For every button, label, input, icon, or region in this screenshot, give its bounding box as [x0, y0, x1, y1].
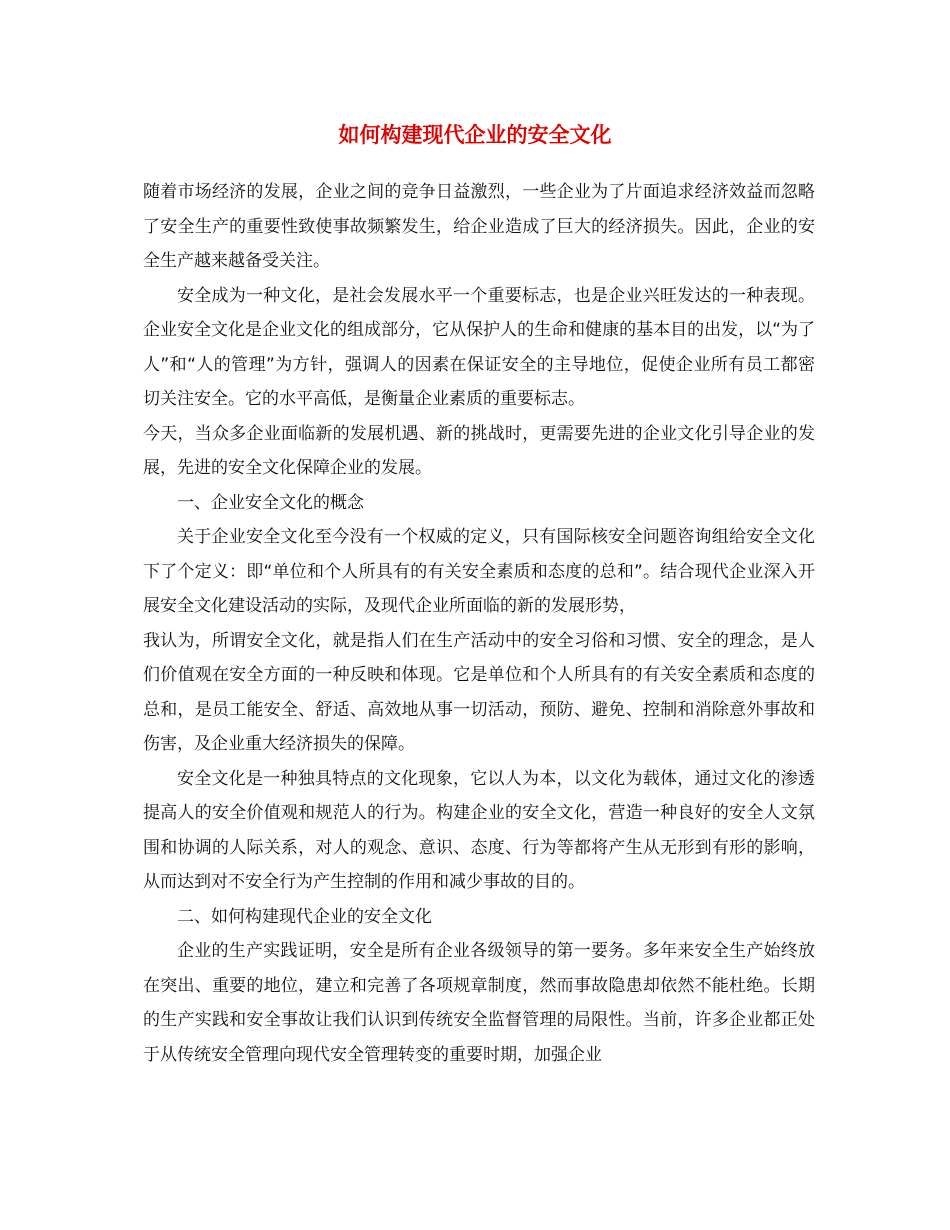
paragraph-safety-culture: 安全成为一种文化，是社会发展水平一个重要标志，也是企业兴旺发达的一种表现。企业安全文化是企业文化的组成部分，它从保护人的生命和健康的基本目的出发，以“为了人”和“人的管理”为方针，强调人的因素在保证安全的主导地位，促使企业所有员工都密切关注安全。它的水平高低，是衡量企业素质的重要标志。 — [143, 285, 815, 409]
document-title: 如何构建现代企业的安全文化 — [338, 122, 612, 147]
paragraph-my-view: 我认为，所谓安全文化，就是指人们在生产活动中的安全习俗和习惯、安全的理念，是人们价值观在安全方面的一种反映和体现。它是单位和个人所具有的有关安全素质和态度的总和，是员工能安全、舒适、高效地从事一切活动，预防、避免、控制和消除意外事故和伤害，及企业重大经济损失的保障。 — [143, 630, 815, 754]
paragraph-practice: 企业的生产实践证明，安全是所有企业各级领导的第一要务。多年来安全生产始终放在突出、重要的地位，建立和完善了各项规章制度，然而事故隐患却依然不能杜绝。长期的生产实践和安全事故让我们认识到传统安全监督管理的局限性。当前，许多企业都正处于从传统安全管理向现代安全管理转变的重要时期，加强企业 — [143, 941, 815, 1065]
section-heading-concept: 一、企业安全文化的概念 — [177, 492, 364, 513]
paragraph-definition: 关于企业安全文化至今没有一个权威的定义，只有国际核安全问题咨询组给安全文化下了个定义：即“单位和个人所具有的有关安全素质和态度的总和”。结合现代企业深入开展安全文化建设活动的实际，及现代企业所面临的新的发展形势， — [143, 527, 815, 616]
document-body — [143, 175, 815, 1072]
paragraph-intro: 随着市场经济的发展，企业之间的竞争日益激烈，一些企业为了片面追求经济效益而忽略了安全生产的重要性致使事故频繁发生，给企业造成了巨大的经济损失。因此，企业的安全生产越来越备受关注。 — [143, 182, 815, 271]
paragraph-today: 今天，当众多企业面临新的发展机遇、新的挑战时，更需要先进的企业文化引导企业的发展，先进的安全文化保障企业的发展。 — [143, 423, 815, 478]
section-heading-how-to-build: 二、如何构建现代企业的安全文化 — [177, 906, 432, 927]
paragraph-cultural-phenomenon: 安全文化是一种独具特点的文化现象，它以人为本，以文化为载体，通过文化的渗透提高人的安全价值观和规范人的行为。构建企业的安全文化，营造一种良好的安全人文氛围和协调的人际关系，对人的观念、意识、态度、行为等都将产生从无形到有形的影响，从而达到对不安全行为产生控制的作用和减少事故的目的。 — [143, 768, 815, 892]
